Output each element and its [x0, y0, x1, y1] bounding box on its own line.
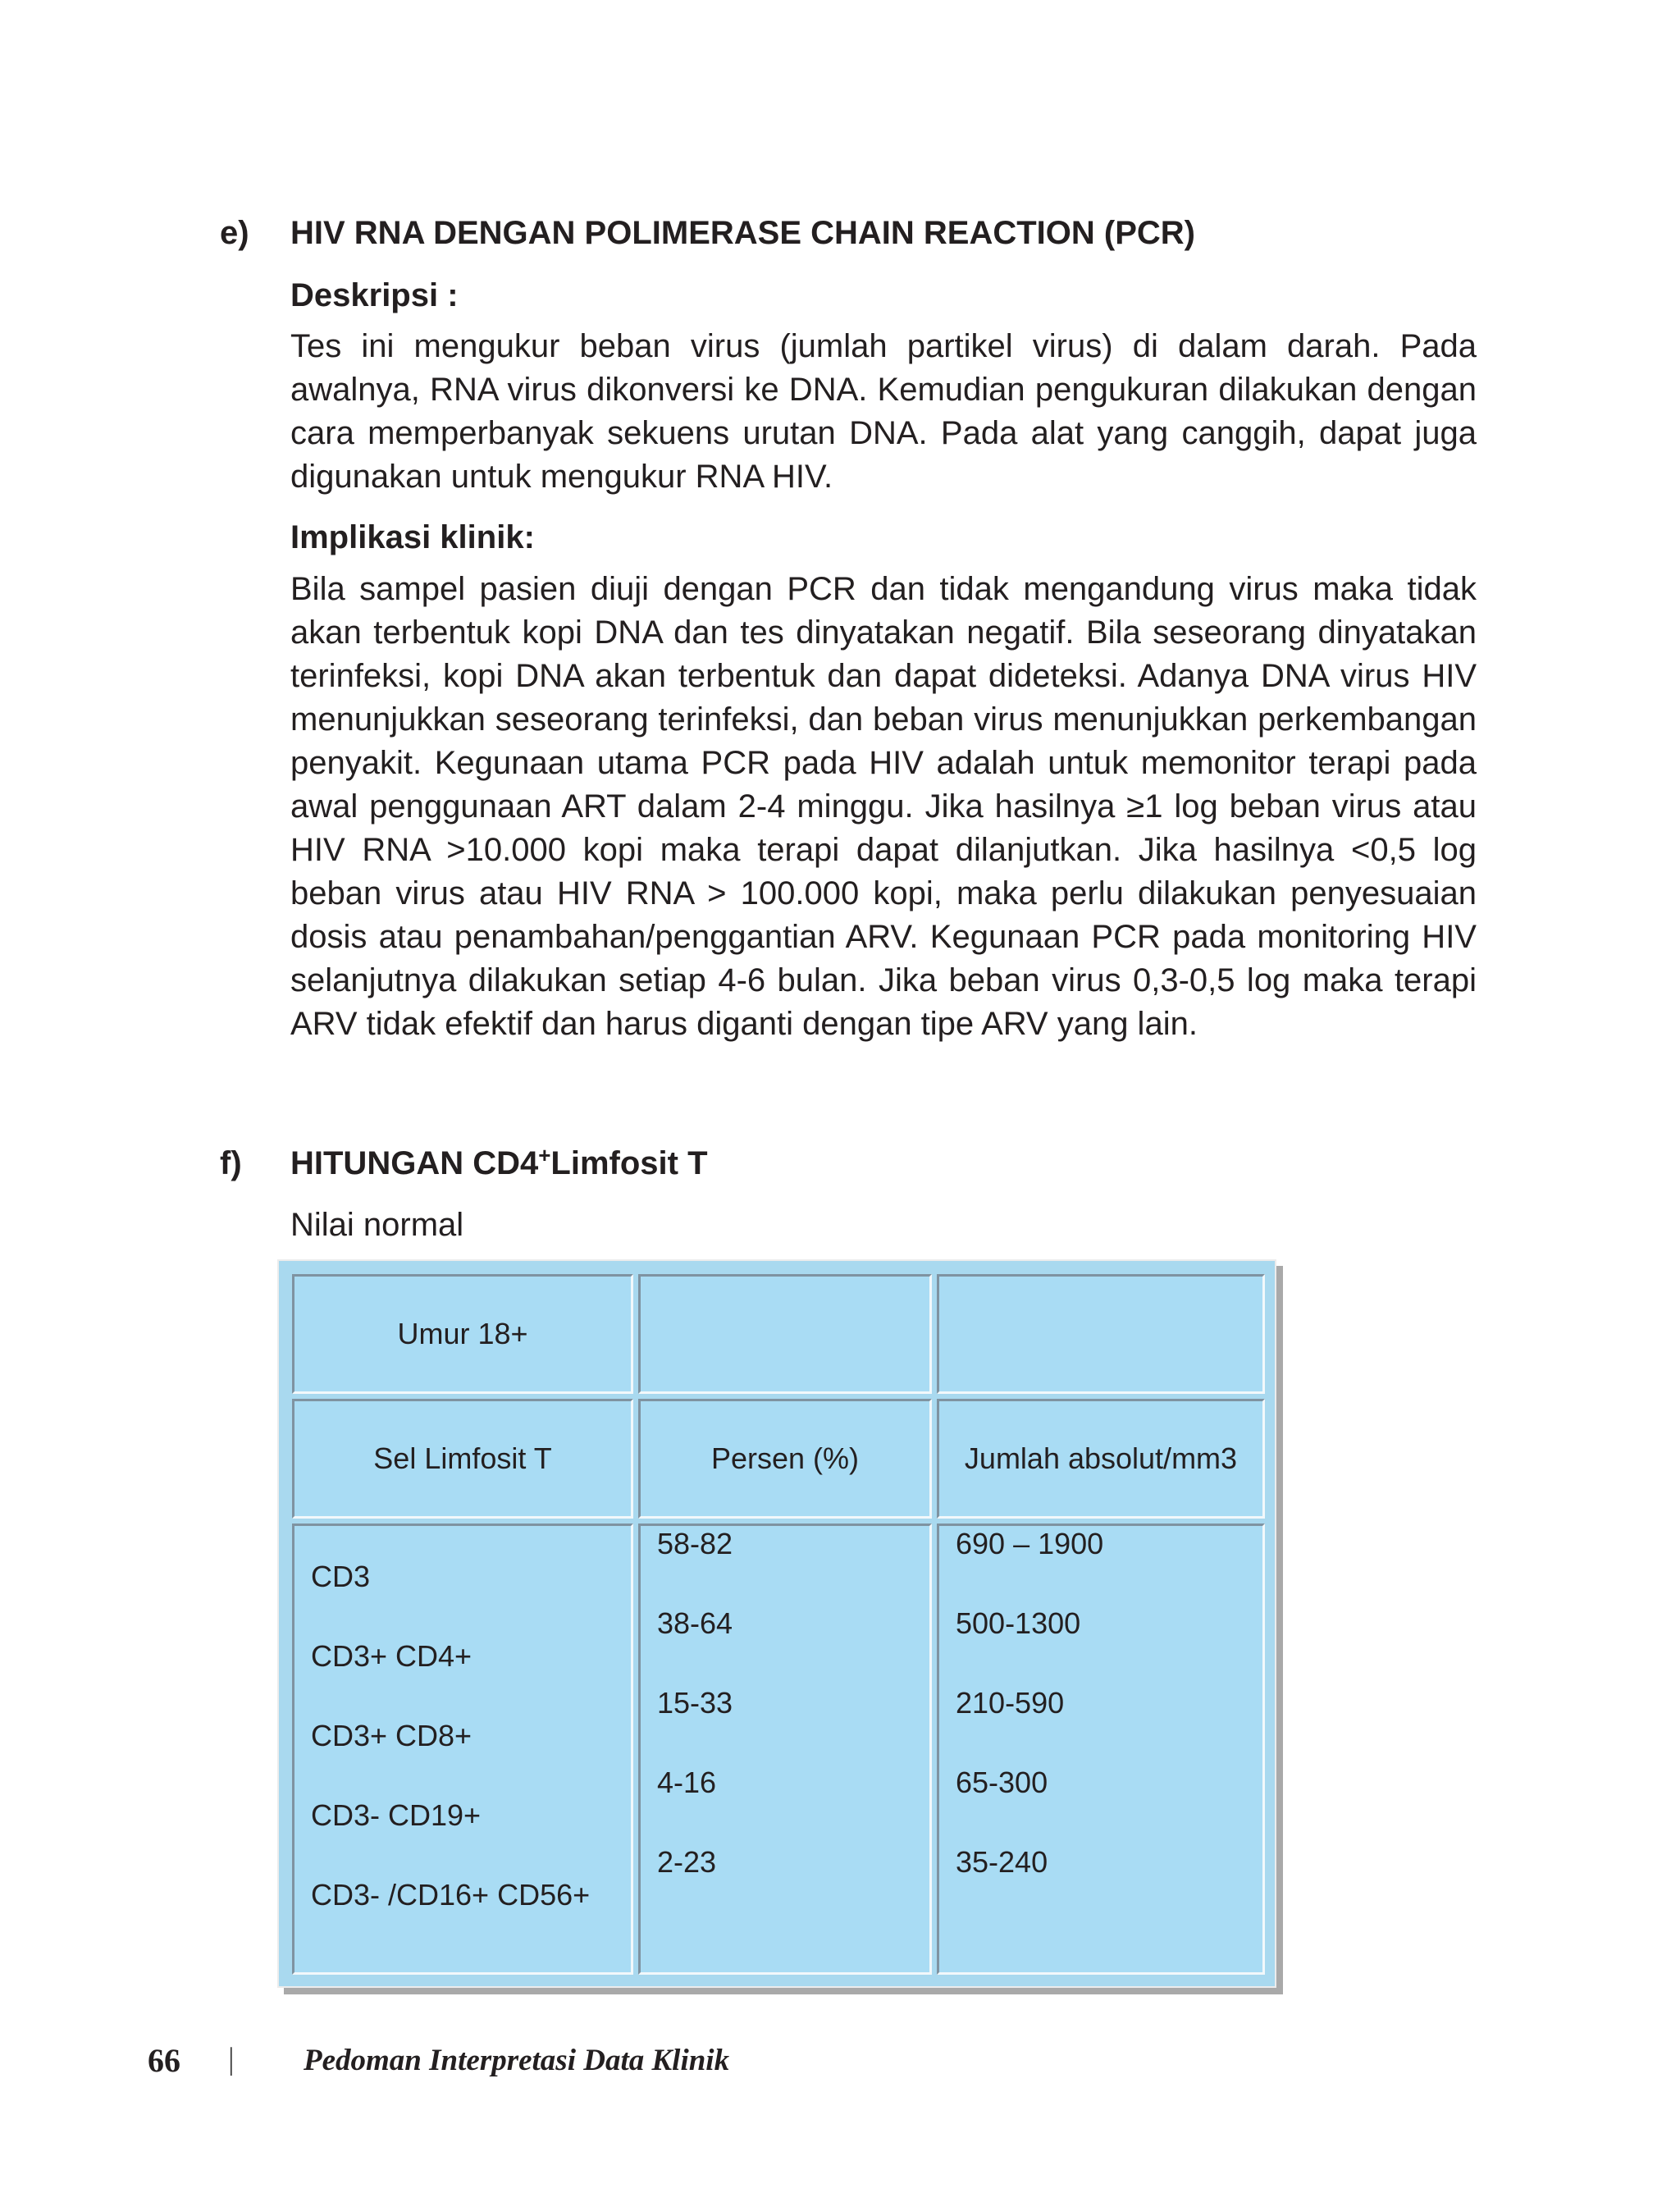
absolute-value: 690 – 1900 — [956, 1527, 1104, 1560]
cell-type-item: CD3+ CD4+ — [311, 1639, 472, 1673]
header-cell-absolute — [937, 1399, 1265, 1519]
header-cell-percent — [638, 1399, 932, 1519]
section-f-title-main: HITUNGAN CD4 — [290, 1145, 539, 1181]
cell-type-item: CD3+ CD8+ — [311, 1719, 472, 1752]
description-heading: Deskripsi : — [290, 277, 459, 313]
percent-value: 58-82 — [657, 1527, 733, 1560]
empty-cell-2 — [937, 1274, 1265, 1394]
cd4-reference-table — [277, 1259, 1276, 1988]
percent-value: 4-16 — [657, 1766, 717, 1799]
percent-value: 15-33 — [657, 1686, 733, 1720]
section-f-letter: f) — [220, 1145, 242, 1181]
section-e-heading — [220, 212, 1483, 254]
absolute-value: 500-1300 — [956, 1606, 1081, 1640]
section-e-letter: e) — [220, 215, 249, 251]
section-e-title: HIV RNA DENGAN POLIMERASE CHAIN REACTION (PCR) — [290, 215, 1195, 251]
percent-value: 38-64 — [657, 1606, 733, 1640]
cell-type-item: CD3- CD19+ — [311, 1798, 482, 1832]
age-label: Umur 18+ — [397, 1317, 528, 1350]
section-f-title-superscript: + — [538, 1143, 551, 1167]
cell-type-item: CD3- /CD16+ CD56+ — [311, 1878, 591, 1912]
description-paragraph: Tes ini mengukur beban virus (jumlah partikel virus) di dalam darah. Pada awalnya, RNA virus dikonversi ke DNA. Kemudian pengukuran dilakukan dengan cara memperbanyak sekuens urutan DNA. Pada alat yang canggih, dapat juga digunakan untuk mengukur RNA HIV. — [290, 328, 1477, 495]
absolute-value: 35-240 — [956, 1845, 1048, 1879]
clinical-implication-heading: Implikasi klinik: — [290, 519, 535, 555]
cell-type-item: CD3 — [311, 1560, 371, 1593]
header-cell-lymphocyte — [292, 1399, 633, 1519]
cell-type-column — [292, 1523, 633, 1975]
column-header-absolute: Jumlah absolut/mm3 — [964, 1441, 1238, 1475]
percent-column — [638, 1523, 932, 1975]
percent-value: 2-23 — [657, 1845, 717, 1879]
section-f-heading — [220, 1143, 1483, 1184]
absolute-count-column — [937, 1523, 1265, 1975]
empty-cell-1 — [638, 1274, 932, 1394]
absolute-value: 210-590 — [956, 1686, 1065, 1720]
section-f-title-rest: Limfosit T — [550, 1145, 708, 1181]
book-title: Pedoman Interpretasi Data Klinik — [304, 2044, 730, 2077]
page-number: 66 — [148, 2042, 180, 2079]
normal-values-label: Nilai normal — [290, 1207, 464, 1243]
column-header-percent: Persen (%) — [710, 1441, 860, 1475]
footer-separator: | — [228, 2042, 235, 2076]
absolute-value: 65-300 — [956, 1766, 1048, 1799]
column-header-lymphocyte: Sel Limfosit T — [373, 1441, 552, 1475]
age-cell — [292, 1274, 633, 1394]
clinical-implication-paragraph: Bila sampel pasien diuji dengan PCR dan tidak mengandung virus maka tidak akan terbentuk kopi DNA dan tes dinyatakan negatif. Bila seseorang dinyatakan terinfeksi, kopi DNA akan terbentuk dan dapat dideteksi. Adanya DNA virus HIV menunjukkan seseorang terinfeksi, dan beban virus menunjukkan perkembangan penyakit. Kegunaan utama PCR pada HIV adalah untuk memonitor terapi pada awal penggunaan ART dalam 2-4 minggu. Jika hasilnya ≥1 log beban virus atau HIV RNA >10.000 kopi maka terapi dapat dilanjutkan. Jika hasilnya <0,5 log beban virus atau HIV RNA > 100.000 kopi, maka perlu dilakukan penyesuaian dosis atau penambahan/penggantian ARV. Kegunaan PCR pada monitoring HIV selanjutnya dilakukan setiap 4-6 bulan. Jika beban virus 0,3-0,5 log maka terapi ARV tidak efektif dan harus diganti dengan tipe ARV yang lain. — [290, 571, 1477, 1042]
